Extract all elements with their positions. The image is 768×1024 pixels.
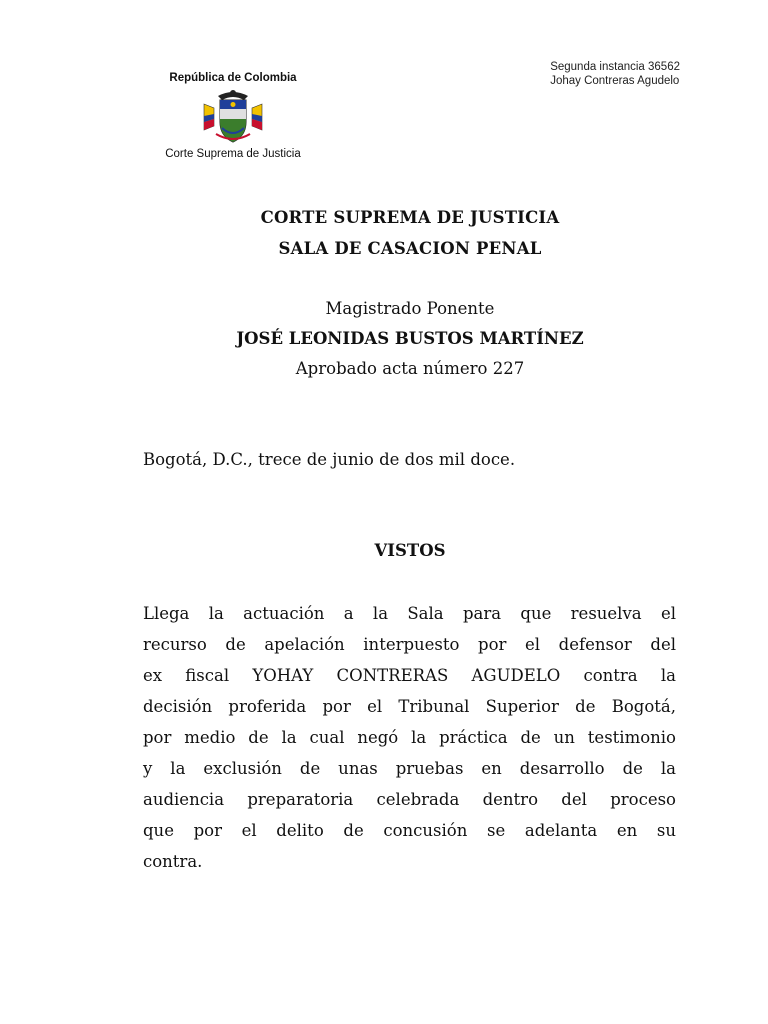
body-line: que por el delito de concusión se adelanta en su — [143, 821, 676, 840]
body-line: y la exclusión de unas pruebas en desarrollo de la — [143, 759, 676, 778]
court-seal-block — [148, 72, 318, 160]
case-number: Segunda instancia 36562 — [550, 61, 680, 73]
ponente-label: Magistrado Ponente — [325, 299, 495, 318]
date-line: Bogotá, D.C., trece de junio de dos mil doce. — [143, 450, 516, 469]
body-paragraph — [143, 598, 676, 877]
party-name: Johay Contreras Agudelo — [550, 75, 680, 87]
body-line: recurso de apelación interpuesto por el defensor del — [143, 635, 676, 654]
title-chamber: SALA DE CASACION PENAL — [278, 239, 542, 258]
coat-of-arms-icon — [198, 86, 268, 146]
section-heading: VISTOS — [374, 541, 446, 560]
body-line: Llega la actuación a la Sala para que resuelva el — [143, 604, 676, 623]
body-line: ex fiscal YOHAY CONTRERAS AGUDELO contra la — [143, 666, 676, 685]
case-reference — [550, 60, 680, 88]
court-name-small: Corte Suprema de Justicia — [165, 148, 301, 160]
body-line: por medio de la cual negó la práctica de un testimonio — [143, 728, 676, 747]
title-court: CORTE SUPREMA DE JUSTICIA — [260, 208, 560, 227]
country-name: República de Colombia — [169, 72, 297, 84]
document-title — [0, 202, 768, 264]
ponente-block — [0, 294, 768, 384]
body-line: audiencia preparatoria celebrada dentro del proceso — [143, 790, 676, 809]
acta-number: Aprobado acta número 227 — [295, 359, 525, 378]
body-line: contra. — [143, 852, 203, 871]
ponente-name: JOSÉ LEONIDAS BUSTOS MARTÍNEZ — [236, 329, 584, 348]
body-line: decisión proferida por el Tribunal Superior de Bogotá, — [143, 697, 676, 716]
